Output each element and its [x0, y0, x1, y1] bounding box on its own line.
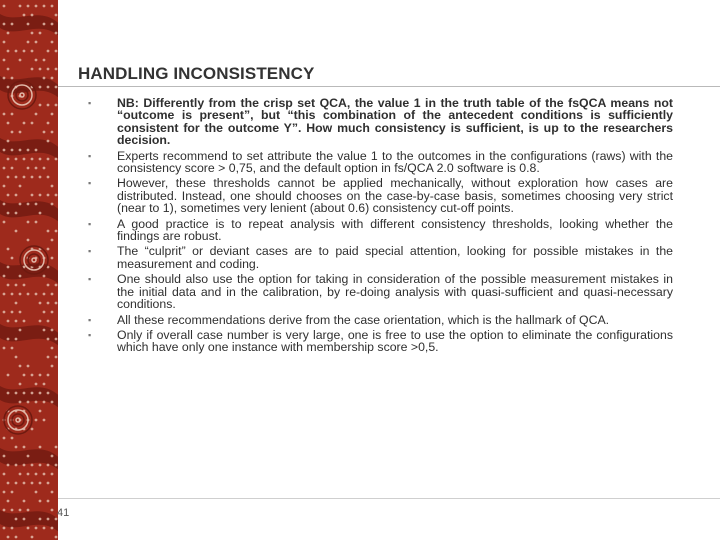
stripe-dot: [47, 374, 50, 377]
stripe-dot: [15, 212, 18, 215]
stripe-dot: [27, 167, 30, 170]
stripe-dot: [47, 50, 50, 53]
stripe-dot: [23, 14, 26, 17]
stripe-dot: [15, 230, 18, 233]
stripe-dot: [19, 5, 22, 8]
stripe-dot: [27, 221, 30, 224]
stripe-dot: [7, 320, 10, 323]
stripe-dot: [39, 68, 42, 71]
stripe-dot: [23, 500, 26, 503]
stripe-dot: [27, 401, 30, 404]
stripe-dot: [11, 293, 14, 296]
stripe-dot: [3, 491, 6, 494]
stripe-dot: [3, 167, 6, 170]
stripe-dot: [51, 491, 54, 494]
stripe-dot: [47, 158, 50, 161]
title-divider: [58, 86, 720, 87]
stripe-dot: [19, 329, 22, 332]
bullet-item: [80, 177, 673, 214]
stripe-dot: [3, 473, 6, 476]
stripe-dot: [39, 392, 42, 395]
stripe-dot: [7, 140, 10, 143]
stripe-dot: [31, 32, 34, 35]
stripe-dot: [51, 293, 54, 296]
stripe-dot: [11, 113, 14, 116]
stripe-dot: [7, 212, 10, 215]
stripe-dot: [7, 338, 10, 341]
stripe-dot: [11, 527, 14, 530]
stripe-dot: [51, 257, 54, 260]
stripe-dot: [55, 158, 58, 161]
stripe-dot: [15, 50, 18, 53]
stripe-dot: [23, 122, 26, 125]
stripe-dot: [47, 122, 50, 125]
stripe-dot: [47, 140, 50, 143]
stripe-dot: [51, 185, 54, 188]
stripe-dot: [23, 518, 26, 521]
bullet-item: [80, 273, 673, 310]
stripe-dot: [55, 194, 58, 197]
stripe-dot: [39, 482, 42, 485]
stripe-dot: [43, 401, 46, 404]
stripe-dot: [7, 248, 10, 251]
stripe-dot: [51, 329, 54, 332]
stripe-dot: [43, 167, 46, 170]
stripe-dot: [27, 239, 30, 242]
stripe-dot: [7, 158, 10, 161]
stripe-dot: [27, 527, 30, 530]
stripe-dot: [15, 482, 18, 485]
aboriginal-pattern-art: [0, 0, 58, 540]
stripe-dot: [43, 383, 46, 386]
stripe-dot: [39, 212, 42, 215]
stripe-dot: [27, 293, 30, 296]
stripe-dot: [35, 113, 38, 116]
stripe-dot: [51, 347, 54, 350]
stripe-dot: [23, 50, 26, 53]
stripe-dot: [51, 239, 54, 242]
stripe-dot: [51, 455, 54, 458]
stripe-dot: [3, 527, 6, 530]
stripe-dot: [35, 41, 38, 44]
stripe-dot: [23, 320, 26, 323]
stripe-dot: [47, 320, 50, 323]
bullet-text: However, these thresholds cannot be applied mechanically, without exploration how cases are distributed. Instead, one should chooses on the case-by-case basis, sometimes choosing very strict (near to 1), sometimes very lenient (about 0.6) consistency cut-off points.: [117, 176, 673, 216]
stripe-dot: [19, 311, 22, 314]
stripe-dot: [51, 311, 54, 314]
stripe-dot: [7, 176, 10, 179]
stripe-dot: [31, 158, 34, 161]
bullet-icon: ▪: [88, 178, 92, 189]
stripe-dot: [3, 113, 6, 116]
stripe-dot: [7, 464, 10, 467]
stripe-dot: [31, 392, 34, 395]
stripe-dot: [31, 374, 34, 377]
stripe-dot: [47, 194, 50, 197]
stripe-dot: [31, 122, 34, 125]
stripe-dot: [51, 473, 54, 476]
stripe-dot: [11, 437, 14, 440]
stripe-dot: [39, 302, 42, 305]
stripe-dot: [7, 536, 10, 539]
bullet-icon: ▪: [88, 314, 92, 325]
stripe-dot: [11, 77, 14, 80]
bullet-item: [80, 245, 673, 270]
stripe-dot: [19, 59, 22, 62]
stripe-dot: [3, 221, 6, 224]
stripe-dot: [43, 59, 46, 62]
stripe-dot: [3, 203, 6, 206]
stripe-dot: [51, 527, 54, 530]
stripe-dot: [7, 32, 10, 35]
stripe-dot: [31, 428, 34, 431]
bullet-icon: ▪: [88, 150, 92, 161]
stripe-dot: [43, 23, 46, 26]
stripe-dot: [55, 356, 58, 359]
stripe-dot: [35, 473, 38, 476]
stripe-dot: [19, 275, 22, 278]
stripe-dot: [19, 203, 22, 206]
stripe-dot: [47, 482, 50, 485]
stripe-dot: [55, 86, 58, 89]
stripe-dot: [7, 284, 10, 287]
stripe-dot: [31, 50, 34, 53]
stripe-dot: [51, 77, 54, 80]
stripe-dot: [35, 401, 38, 404]
stripe-dot: [35, 419, 38, 422]
stripe-dot: [39, 176, 42, 179]
stripe-dot: [35, 293, 38, 296]
bullet-item: [80, 218, 673, 243]
stripe-dot: [51, 365, 54, 368]
stripe-dot: [43, 329, 46, 332]
stripe-dot: [47, 86, 50, 89]
stripe-dot: [3, 77, 6, 80]
stripe-dot: [43, 311, 46, 314]
stripe-dot: [47, 356, 50, 359]
stripe-dot: [3, 59, 6, 62]
stripe-dot: [31, 68, 34, 71]
stripe-dot: [47, 284, 50, 287]
stripe-dot: [15, 392, 18, 395]
stripe-dot: [35, 221, 38, 224]
stripe-dot: [51, 23, 54, 26]
stripe-dot: [11, 23, 14, 26]
bullet-text: A good practice is to repeat analysis with different consistency thresholds, looking whether the findings are robust.: [117, 216, 673, 244]
stripe-dot: [47, 392, 50, 395]
stripe-dot: [15, 176, 18, 179]
stripe-dot: [27, 455, 30, 458]
stripe-dot: [3, 509, 6, 512]
stripe-dot: [15, 302, 18, 305]
stripe-dot: [39, 518, 42, 521]
stripe-dot: [35, 203, 38, 206]
stripe-dot: [39, 500, 42, 503]
stripe-dot: [11, 311, 14, 314]
stripe-dot: [11, 491, 14, 494]
stripe-dot: [55, 302, 58, 305]
stripe-dot: [55, 284, 58, 287]
stripe-dot: [47, 68, 50, 71]
stripe-dot: [19, 293, 22, 296]
stripe-dot: [35, 491, 38, 494]
stripe-dot: [19, 473, 22, 476]
stripe-dot: [43, 275, 46, 278]
stripe-dot: [39, 32, 42, 35]
stripe-dot: [47, 302, 50, 305]
stripe-dot: [23, 464, 26, 467]
stripe-dot: [11, 131, 14, 134]
stripe-dot: [39, 194, 42, 197]
stripe-dot: [55, 338, 58, 341]
stripe-dot: [43, 473, 46, 476]
stripe-dot: [47, 338, 50, 341]
stripe-dot: [43, 77, 46, 80]
stripe-dot: [7, 86, 10, 89]
stripe-dot: [3, 5, 6, 8]
stripe-dot: [7, 122, 10, 125]
stripe-dot: [7, 482, 10, 485]
stripe-dot: [15, 464, 18, 467]
stripe-dot: [55, 230, 58, 233]
stripe-dot: [31, 482, 34, 485]
stripe-dot: [19, 131, 22, 134]
bullet-item: [80, 97, 673, 147]
stripe-dot: [23, 176, 26, 179]
stripe-dot: [27, 5, 30, 8]
stripe-dot: [3, 41, 6, 44]
stripe-dot: [35, 5, 38, 8]
stripe-dot: [15, 194, 18, 197]
stripe-dot: [7, 194, 10, 197]
stripe-dot: [47, 176, 50, 179]
stripe-dot: [55, 104, 58, 107]
stripe-dot: [23, 374, 26, 377]
stripe-dot: [43, 5, 46, 8]
bullet-text: The “culprit” or deviant cases are to paid special attention, looking for possible mistakes in the measurement and coding.: [117, 244, 673, 271]
stripe-dot: [15, 284, 18, 287]
stripe-dot: [11, 347, 14, 350]
bullet-item: [80, 329, 673, 354]
stripe-dot: [3, 293, 6, 296]
stripe-dot: [7, 392, 10, 395]
slide-title: HANDLING INCONSISTENCY: [78, 64, 315, 83]
stripe-dot: [35, 527, 38, 530]
stripe-dot: [15, 158, 18, 161]
stripe-dot: [47, 500, 50, 503]
stripe-dot: [51, 131, 54, 134]
stripe-dot: [39, 86, 42, 89]
stripe-dot: [15, 338, 18, 341]
stripe-dot: [55, 536, 58, 539]
stripe-dot: [51, 5, 54, 8]
stripe-dot: [19, 401, 22, 404]
bullet-text: Experts recommend to set attribute the value 1 to the outcomes in the configurations (raws) with the consistency score > 0,75, and the default option in fs/QCA 2.0 software is 0.8.: [117, 148, 673, 176]
bullet-text: All these recommendations derive from the case orientation, which is the hallmark of QCA.: [117, 312, 610, 327]
stripe-dot: [23, 392, 26, 395]
stripe-dot: [19, 185, 22, 188]
stripe-dot: [47, 518, 50, 521]
stripe-dot: [47, 104, 50, 107]
stripe-dot: [47, 248, 50, 251]
stripe-dot: [27, 23, 30, 26]
stripe-dot: [51, 113, 54, 116]
stripe-dot: [35, 383, 38, 386]
stripe-dot: [51, 203, 54, 206]
stripe-dot: [27, 473, 30, 476]
stripe-dot: [31, 194, 34, 197]
stripe-dot: [11, 149, 14, 152]
stripe-dot: [31, 176, 34, 179]
stripe-dot: [7, 374, 10, 377]
stripe-dot: [27, 149, 30, 152]
stripe-dot: [3, 347, 6, 350]
stripe-dot: [3, 185, 6, 188]
stripe-dot: [35, 149, 38, 152]
stripe-dot: [23, 284, 26, 287]
bullet-icon: ▪: [88, 98, 92, 108]
stripe-dot: [27, 203, 30, 206]
stripe-dot: [3, 23, 6, 26]
bullet-item: [80, 150, 673, 175]
stripe-dot: [15, 518, 18, 521]
stripe-dot: [7, 500, 10, 503]
stripe-dot: [11, 509, 14, 512]
stripe-dot: [31, 536, 34, 539]
stripe-dot: [7, 266, 10, 269]
bullet-icon: ▪: [88, 274, 92, 285]
stripe-dot: [39, 320, 42, 323]
stripe-dot: [43, 419, 46, 422]
stripe-dot: [15, 536, 18, 539]
stripe-dot: [15, 446, 18, 449]
stripe-dot: [23, 446, 26, 449]
stripe-dot: [27, 41, 30, 44]
stripe-dot: [23, 158, 26, 161]
stripe-dot: [47, 464, 50, 467]
stripe-dot: [19, 509, 22, 512]
stripe-dot: [15, 320, 18, 323]
stripe-dot: [7, 50, 10, 53]
bullet-text: NB: Differently from the crisp set QCA, the value 1 in the truth table of the fsQCA means not “outcome is present”, but “this combination of the antecedent conditions is sufficiently consistent for the outcome Y”. How much consistency is sufficient, is up to the researchers decision.: [117, 96, 673, 148]
bullet-list: [80, 97, 673, 357]
bullet-text: One should also use the option for taking in consideration of the possible measurement mistakes in the initial data and in the calibration, by re-doing analysis with quasi-sufficient and quasi-necessary conditions.: [117, 272, 673, 312]
stripe-dot: [27, 509, 30, 512]
stripe-dot: [51, 401, 54, 404]
stripe-dot: [51, 509, 54, 512]
stripe-dot: [47, 230, 50, 233]
stripe-dot: [3, 275, 6, 278]
stripe-dot: [19, 149, 22, 152]
bullet-icon: ▪: [88, 329, 92, 340]
stripe-dot: [39, 104, 42, 107]
stripe-dot: [55, 446, 58, 449]
stripe-dot: [19, 365, 22, 368]
stripe-dot: [39, 158, 42, 161]
slide-number: 41: [57, 507, 70, 519]
stripe-dot: [11, 257, 14, 260]
stripe-dot: [55, 68, 58, 71]
footer-divider: [58, 498, 720, 499]
stripe-dot: [43, 527, 46, 530]
stripe-dot: [39, 464, 42, 467]
stripe-dot: [35, 59, 38, 62]
stripe-dot: [39, 446, 42, 449]
stripe-dot: [55, 32, 58, 35]
stripe-dot: [51, 41, 54, 44]
stripe-dot: [15, 356, 18, 359]
stripe-dot: [7, 68, 10, 71]
bullet-icon: ▪: [88, 246, 92, 257]
stripe-dot: [3, 149, 6, 152]
bullet-item: [80, 314, 673, 326]
stripe-dot: [27, 365, 30, 368]
stripe-dot: [43, 131, 46, 134]
bullet-text: Only if overall case number is very large, one is free to use the option to eliminate the configurations which have only one instance with membership score >0,5.: [117, 327, 673, 355]
stripe-dot: [39, 374, 42, 377]
stripe-dot: [55, 464, 58, 467]
stripe-dot: [39, 410, 42, 413]
stripe-dot: [19, 383, 22, 386]
stripe-dot: [3, 455, 6, 458]
stripe-dot: [3, 311, 6, 314]
stripe-dot: [31, 464, 34, 467]
bullet-icon: ▪: [88, 218, 92, 229]
stripe-dot: [35, 167, 38, 170]
decorative-side-stripe: [0, 0, 58, 540]
stripe-dot: [3, 437, 6, 440]
stripe-dot: [31, 14, 34, 17]
stripe-dot: [55, 14, 58, 17]
stripe-dot: [43, 293, 46, 296]
stripe-dot: [11, 167, 14, 170]
stripe-dot: [55, 50, 58, 53]
stripe-dot: [23, 482, 26, 485]
